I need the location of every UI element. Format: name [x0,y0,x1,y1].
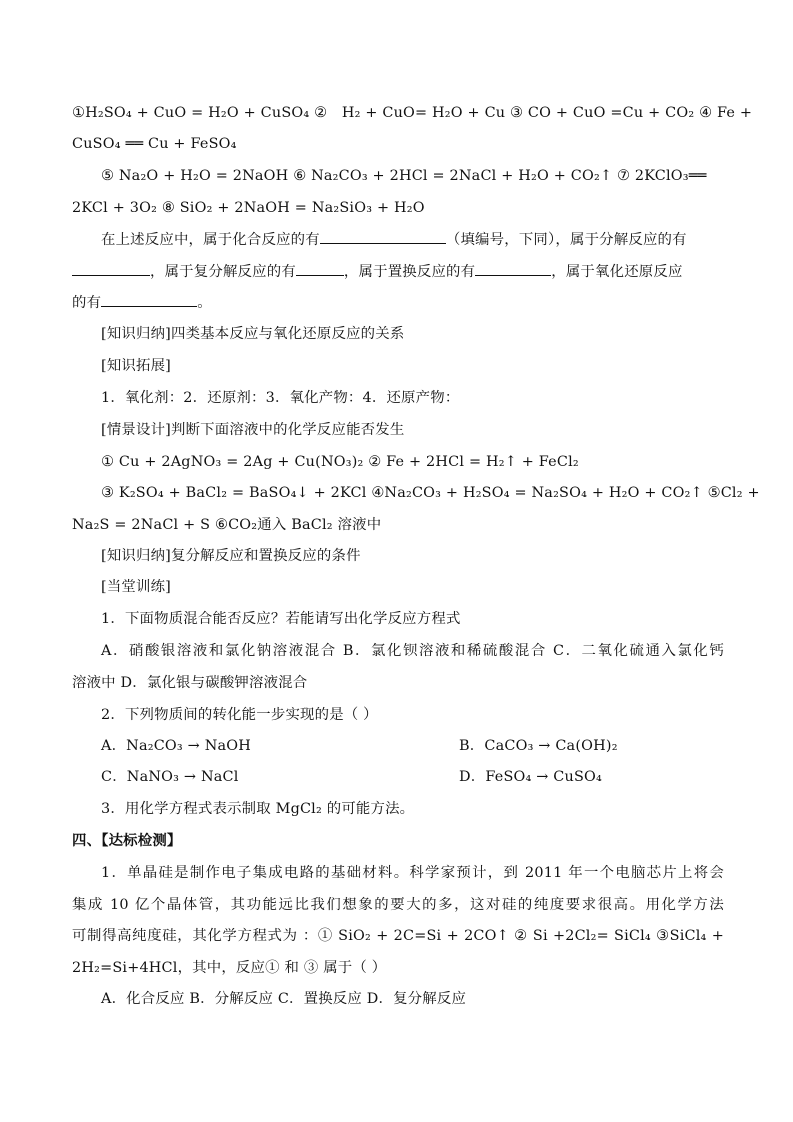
test-section-heading: 四、【达标检测】 [72,832,182,849]
option-d: D．FeSO₄ → CuSO₄ [459,769,602,785]
question-line-2 [72,261,724,282]
answer-blank[interactable] [475,261,551,276]
practice-question-1-options-cont: 溶液中 D．氯化银与碳酸钾溶液混合 [72,675,308,691]
scenario-reactions-3: Na₂S = 2NaCl + S ⑥CO₂通入 BaCl₂ 溶液中 [72,517,382,533]
question-text: 的有 [72,295,102,311]
option-c: C．NaNO₃ → NaCl [101,769,239,785]
scenario-heading: [情景设计]判断下面溶液中的化学反应能否发生 [101,422,405,438]
practice-question-2-row-2 [101,767,724,787]
practice-heading: [当堂训练] [101,579,171,595]
practice-question-1: 1．下面物质混合能否反应？若能请写出化学反应方程式 [101,611,461,627]
reaction-line-2: CuSO₄ ══ Cu + FeSO₄ [72,136,237,152]
test-question-1-line-3: 可制得高纯度硅，其化学方程式为 ：① SiO₂ + 2C=Si + 2CO↑ ② Si +2Cl₂= SiCl₄ ③SiCl₄ + [72,928,724,944]
knowledge-extension-heading: [知识拓展] [101,358,171,374]
question-line-1 [101,229,724,250]
practice-question-2-row-1 [101,736,724,756]
test-question-1-line-4: 2H₂=Si+4HCl，其中，反应① 和 ③ 属于（ ） [72,960,387,976]
question-text: ，属于置换反应的有 [343,264,476,280]
reaction-line-1: ①H₂SO₄ + CuO = H₂O + CuSO₄ ② H₂ + CuO= H₂O + Cu ③ CO + CuO =Cu + CO₂ ④ Fe + [72,105,753,121]
question-text: ，属于氧化还原反应 [551,264,683,280]
question-line-3 [72,292,724,313]
test-question-1-options: A．化合反应 B．分解反应 C．置换反应 D．复分解反应 [101,991,467,1007]
reaction-line-4: 2KCl + 3O₂ ⑧ SiO₂ + 2NaOH = Na₂SiO₃ + H₂O [72,200,425,216]
answer-blank[interactable] [296,261,344,276]
practice-question-2: 2．下列物质间的转化能一步实现的是（ ） [101,707,378,723]
knowledge-extension-items: 1．氧化剂：2．还原剂：3．氧化产物：4．还原产物： [101,390,460,406]
question-text: 。 [197,295,212,311]
question-text: （填编号，下同），属于分解反应的有 [445,232,687,248]
option-b: B．CaCO₃ → Ca(OH)₂ [459,738,618,754]
knowledge-summary-heading: [知识归纳]四类基本反应与氧化还原反应的关系 [101,326,405,342]
practice-question-3: 3．用化学方程式表示制取 MgCl₂ 的可能方法。 [101,801,415,817]
conditions-heading: [知识归纳]复分解反应和置换反应的条件 [101,548,361,564]
question-text: 在上述反应中，属于化合反应的有 [101,232,320,248]
practice-question-1-options: A．硝酸银溶液和氯化钠溶液混合 B．氯化钡溶液和稀硫酸混合 C．二氧化硫通入氯化钙 [101,643,724,659]
scenario-reactions-2: ③ K₂SO₄ + BaCl₂ = BaSO₄↓ + 2KCl ④Na₂CO₃ + H₂SO₄ = Na₂SO₄ + H₂O + CO₂↑ ⑤Cl₂ + [101,485,760,501]
option-a: A．Na₂CO₃ → NaOH [101,738,252,754]
test-question-1-line-2: 集成 10 亿个晶体管，其功能远比我们想象的要大的多，这对硅的纯度要求很高。用化学方法 [72,897,724,913]
test-question-1-line-1: 1．单晶硅是制作电子集成电路的基础材料。科学家预计，到 2011 年一个电脑芯片上将会 [101,865,724,881]
answer-blank[interactable] [72,261,150,276]
question-text: ，属于复分解反应的有 [150,264,296,280]
answer-blank[interactable] [320,229,446,244]
reaction-line-3: ⑤ Na₂O + H₂O = 2NaOH ⑥ Na₂CO₃ + 2HCl = 2NaCl + H₂O + CO₂↑ ⑦ 2KClO₃══ [101,168,707,184]
answer-blank[interactable] [101,292,197,307]
scenario-reactions-1: ① Cu + 2AgNO₃ = 2Ag + Cu(NO₃)₂ ② Fe + 2HCl = H₂↑ + FeCl₂ [101,454,579,470]
